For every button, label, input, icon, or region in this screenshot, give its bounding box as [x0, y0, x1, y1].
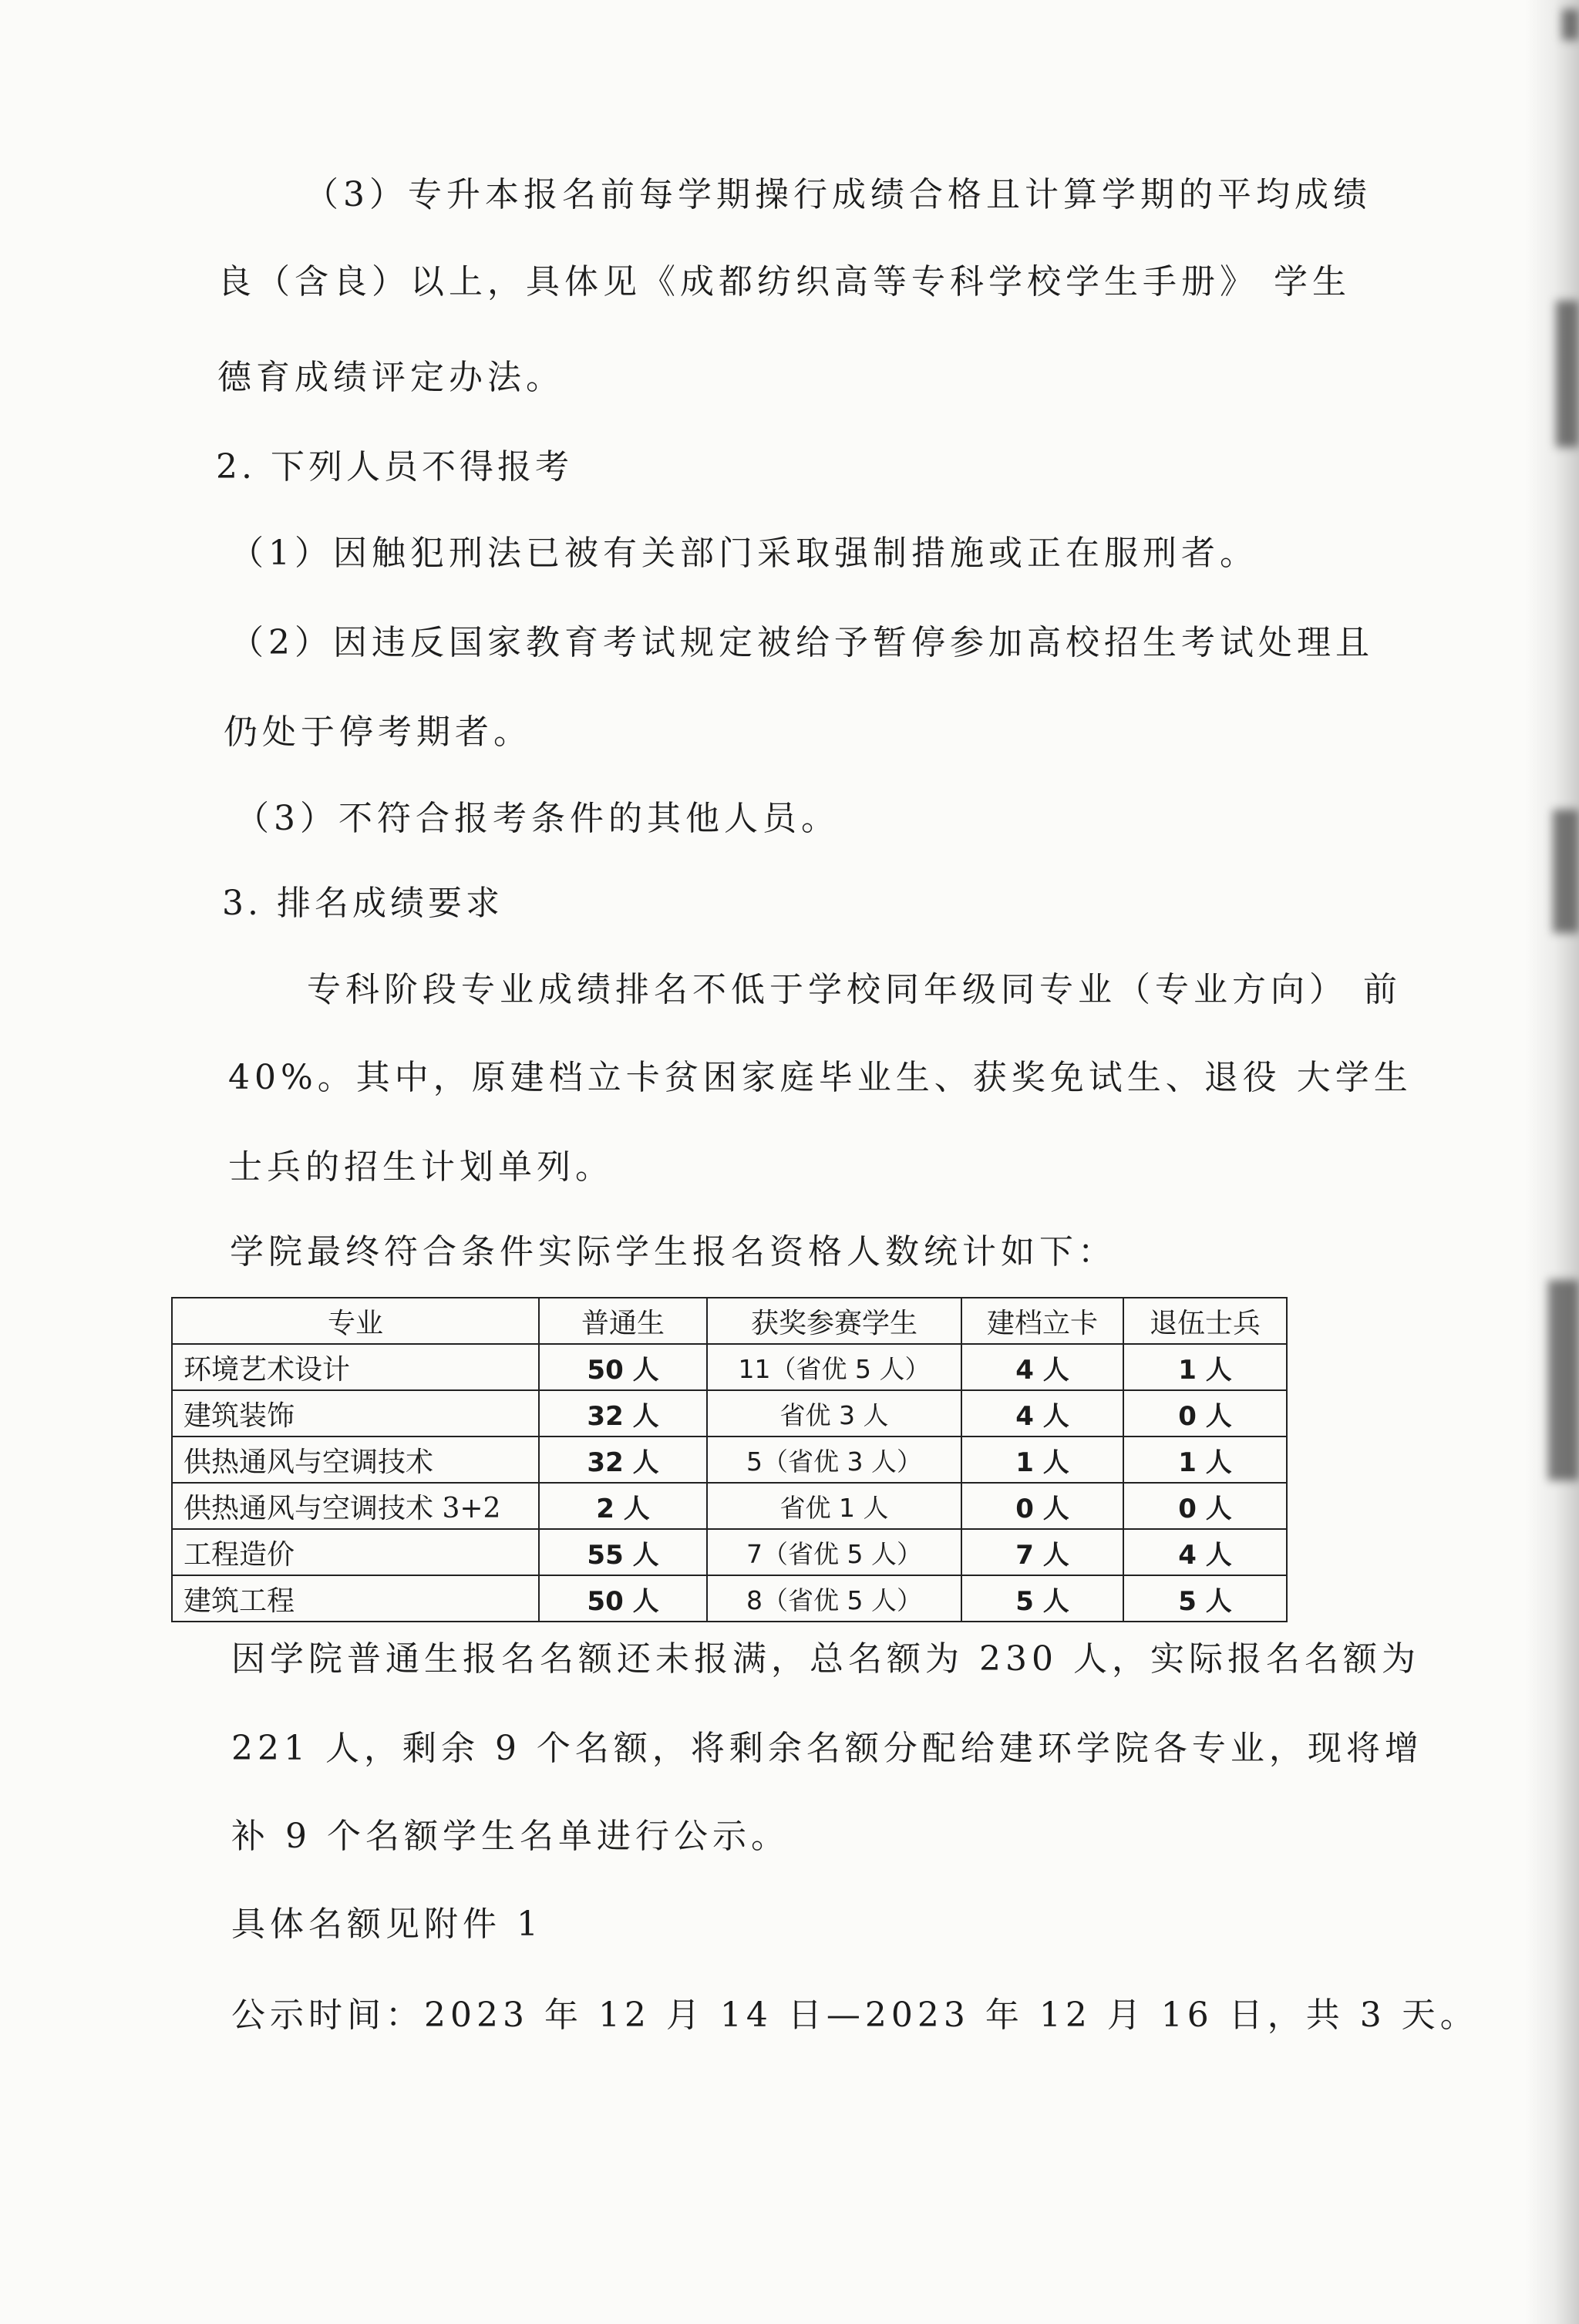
regular-count-cell: 2 人 — [539, 1483, 707, 1529]
paragraph-line: 40%。其中，原建档立卡贫困家庭毕业生、获奖免试生、退役 大学生 — [228, 1058, 1412, 1097]
veteran-count-cell: 0 人 — [1123, 1390, 1287, 1437]
major-cell: 工程造价 — [172, 1529, 539, 1575]
scan-edge-mark — [1562, 9, 1579, 40]
veteran-count-cell: 5 人 — [1123, 1575, 1287, 1622]
award-count-cell: 省优 3 人 — [707, 1390, 961, 1437]
section-heading: 3. 排名成绩要求 — [222, 884, 503, 923]
table-row — [172, 1483, 1287, 1529]
major-cell: 供热通风与空调技术 — [172, 1437, 539, 1483]
column-header: 获奖参赛学生 — [707, 1298, 961, 1344]
award-count-cell: 11（省优 5 人） — [707, 1344, 961, 1390]
column-header: 建档立卡 — [961, 1298, 1123, 1344]
paragraph-line: （3）不符合报考条件的其他人员。 — [235, 799, 840, 838]
column-header: 普通生 — [539, 1298, 707, 1344]
section-heading: 2. 下列人员不得报考 — [216, 447, 573, 487]
table-row — [172, 1344, 1287, 1390]
paragraph-line: 仍处于停考期者。 — [224, 712, 532, 752]
award-count-cell: 8（省优 5 人） — [707, 1575, 961, 1622]
major-cell: 建筑装饰 — [172, 1390, 539, 1437]
regular-count-cell: 55 人 — [539, 1529, 707, 1575]
attachment-note: 具体名额见附件 1 — [231, 1905, 543, 1944]
table-header-row — [172, 1298, 1287, 1344]
poverty-count-cell: 5 人 — [961, 1575, 1123, 1622]
veteran-count-cell: 1 人 — [1123, 1344, 1287, 1390]
veteran-count-cell: 0 人 — [1123, 1483, 1287, 1529]
paragraph-line: 德育成绩评定办法。 — [217, 358, 564, 397]
award-count-cell: 7（省优 5 人） — [707, 1529, 961, 1575]
paragraph-line: （1）因触犯刑法已被有关部门采取强制措施或正在服刑者。 — [230, 534, 1258, 573]
poverty-count-cell: 1 人 — [961, 1437, 1123, 1483]
scan-edge-mark — [1553, 810, 1579, 933]
award-count-cell: 省优 1 人 — [707, 1483, 961, 1529]
regular-count-cell: 50 人 — [539, 1575, 707, 1622]
paragraph-line: 因学院普通生报名名额还未报满，总名额为 230 人，实际报名名额为 — [231, 1639, 1420, 1679]
column-header: 专业 — [172, 1298, 539, 1344]
paragraph-line: 221 人，剩余 9 个名额，将剩余名额分配给建环学院各专业，现将增 — [231, 1729, 1423, 1768]
poverty-count-cell: 7 人 — [961, 1529, 1123, 1575]
table-intro: 学院最终符合条件实际学生报名资格人数统计如下： — [230, 1232, 1116, 1271]
table-row — [172, 1529, 1287, 1575]
paragraph-line: 良（含良）以上，具体见《成都纺织高等专科学校学生手册》 学生 — [217, 262, 1351, 301]
paragraph-line: 专科阶段专业成绩排名不低于学校同年级同专业（专业方向） 前 — [307, 970, 1402, 1009]
veteran-count-cell: 1 人 — [1123, 1437, 1287, 1483]
regular-count-cell: 50 人 — [539, 1344, 707, 1390]
enrollment-table — [171, 1297, 1288, 1622]
paragraph-line: 补 9 个名额学生名单进行公示。 — [231, 1817, 790, 1856]
regular-count-cell: 32 人 — [539, 1437, 707, 1483]
paragraph-line: 士兵的招生计划单列。 — [228, 1147, 614, 1187]
table-row — [172, 1575, 1287, 1622]
major-cell: 供热通风与空调技术 3+2 — [172, 1483, 539, 1529]
poverty-count-cell: 4 人 — [961, 1390, 1123, 1437]
veteran-count-cell: 4 人 — [1123, 1529, 1287, 1575]
table-row — [172, 1437, 1287, 1483]
poverty-count-cell: 0 人 — [961, 1483, 1123, 1529]
poverty-count-cell: 4 人 — [961, 1344, 1123, 1390]
table-row — [172, 1390, 1287, 1437]
enrollment-table-container — [171, 1297, 1286, 1615]
scan-edge-mark — [1556, 301, 1579, 447]
regular-count-cell: 32 人 — [539, 1390, 707, 1437]
major-cell: 建筑工程 — [172, 1575, 539, 1622]
publicity-period: 公示时间：2023 年 12 月 14 日—2023 年 12 月 16 日，共 3 天。 — [231, 1996, 1479, 2035]
paragraph-line: （2）因违反国家教育考试规定被给予暂停参加高校招生考试处理且 — [230, 623, 1374, 662]
column-header: 退伍士兵 — [1123, 1298, 1287, 1344]
paragraph-line: （3）专升本报名前每学期操行成绩合格且计算学期的平均成绩 — [305, 175, 1372, 214]
scan-edge-mark — [1548, 1280, 1579, 1480]
award-count-cell: 5（省优 3 人） — [707, 1437, 961, 1483]
major-cell: 环境艺术设计 — [172, 1344, 539, 1390]
